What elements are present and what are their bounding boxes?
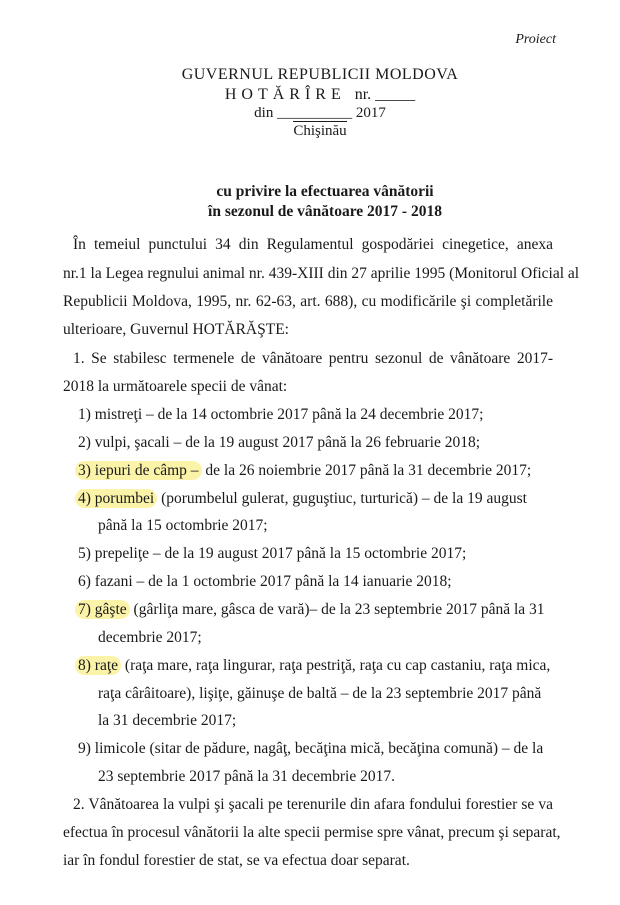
list-item: 8) raţe (raţa mare, raţa lingurar, raţa pestriţă, raţa cu cap castaniu, raţa mica,	[78, 657, 550, 675]
preamble-line-2: nr.1 la Legea regnului animal nr. 439-XIII din 27 aprilie 1995 (Monitorul Oficial al	[63, 265, 580, 282]
title-line-1: cu privire la efectuarea vânătorii	[216, 183, 434, 200]
list-item: 9) limicole (sitar de pădure, nagâţ, becăţina mică, becăţina comună) – de la	[78, 740, 544, 757]
title-line-2: în sezonul de vânătoare 2017 - 2018	[208, 203, 442, 220]
list-item: 7) gâşte (gârliţa mare, gâsca de vară)– de la 23 septembrie 2017 până la 31	[78, 601, 545, 619]
preamble-line-1: În temeiul punctului 34 din Regulamentul gospodăriei cinegetice, anexa	[73, 236, 553, 253]
draft-label: Proiect	[515, 32, 556, 47]
decision-word: HOTĂRÎRE	[224, 86, 346, 103]
list-item: 1) mistreţi – de la 14 octombrie 2017 până la 24 decembrie 2017;	[78, 406, 484, 423]
government-name: GUVERNUL REPUBLICII MOLDOVA	[181, 66, 459, 83]
highlight-mark: 3) iepuri de câmp –	[75, 461, 202, 480]
highlight-mark: 7) gâşte	[75, 600, 130, 619]
highlight-mark: 8) raţe	[75, 656, 121, 675]
decision-number: nr. _____	[354, 86, 416, 103]
point2-line-3: iar în fondul forestier de stat, se va efectua doar separat.	[63, 852, 410, 869]
list-item: 5) prepeliţe – de la 19 august 2017 până la 15 octombrie 2017;	[78, 545, 467, 562]
list-item-continuation: raţa cârâitoare), lişiţe, găinuşe de baltă – de la 23 septembrie 2017 până	[98, 685, 542, 702]
list-item-continuation: la 31 decembrie 2017;	[98, 712, 237, 729]
point1-line-1: 1. Se stabilesc termenele de vânătoare pentru sezonul de vânătoare 2017-	[73, 350, 553, 367]
list-item: 3) iepuri de câmp – de la 26 noiembrie 2017 până la 31 decembrie 2017;	[78, 462, 531, 480]
preamble-line-3: Republicii Moldova, 1995, nr. 62-63, art. 688), cu modificările şi completările	[63, 293, 553, 310]
preamble-line-4: ulterioare, Guvernul HOTĂRĂŞTE:	[63, 321, 289, 338]
list-item-continuation: decembrie 2017;	[98, 629, 202, 646]
decision-heading	[40, 86, 600, 104]
point1-line-2: 2018 la următoarele specii de vânat:	[63, 378, 288, 395]
decision-city	[40, 123, 600, 140]
city-name: Chişinău	[293, 123, 347, 139]
list-item: 2) vulpi, şacali – de la 19 august 2017 până la 26 februarie 2018;	[78, 434, 481, 451]
list-item-continuation: 23 septembrie 2017 până la 31 decembrie 2017.	[98, 768, 395, 785]
decision-date: din __________ 2017	[254, 105, 386, 121]
list-item: 6) fazani – de la 1 octombrie 2017 până la 14 ianuarie 2018;	[78, 573, 452, 590]
highlight-mark: 4) porumbei	[75, 489, 157, 508]
point2-line-2: efectua în procesul vânătorii la alte specii permise spre vânat, precum şi separat,	[63, 824, 561, 841]
point2-line-1: 2. Vânătoarea la vulpi şi şacali pe terenurile din afara fondului forestier se va	[73, 796, 553, 813]
list-item-continuation: până la 15 octombrie 2017;	[98, 517, 268, 534]
list-item: 4) porumbei (porumbelul gulerat, guguştiuc, turturică) – de la 19 august	[78, 490, 553, 508]
